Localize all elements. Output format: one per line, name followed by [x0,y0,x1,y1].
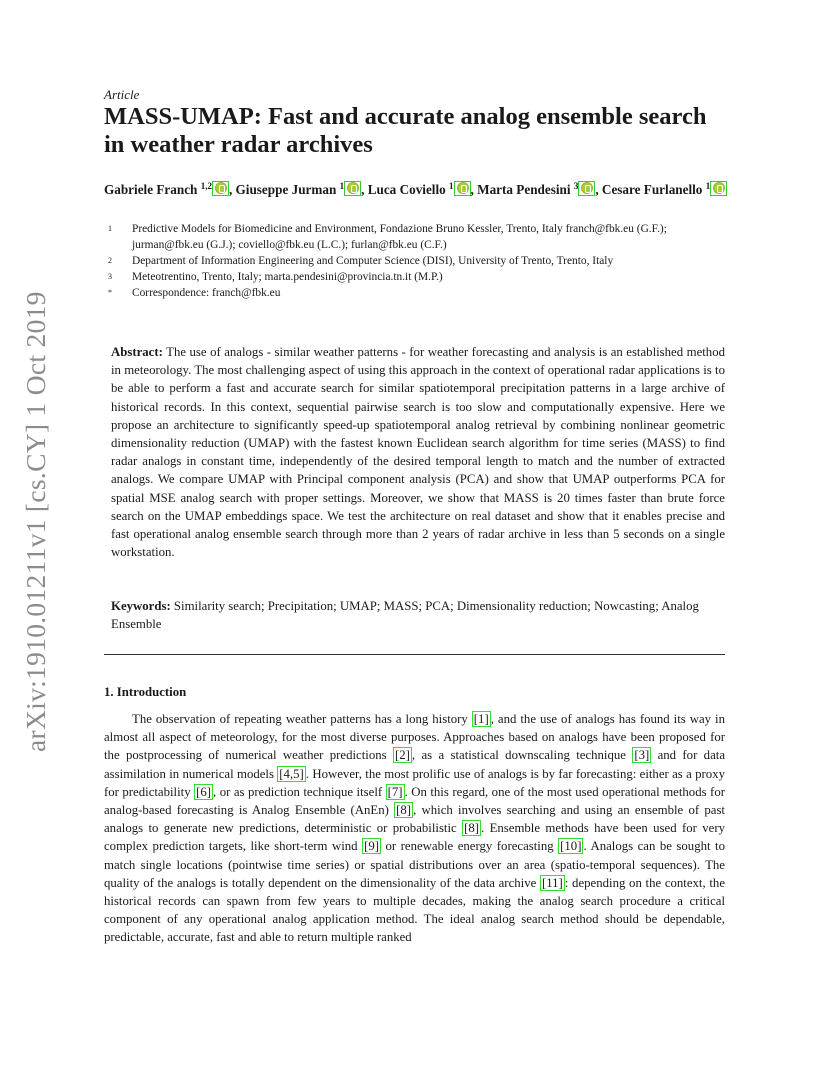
intro-text: . Analogs can be sought to match single locations (pointwise time series) or spatial distributions over an area (spatio-temporal sequences). The quality of the analogs is totally dependent on the dimensionality of the data archive [104,839,725,890]
intro-text: , or as prediction technique itself [213,784,386,799]
orcid-link[interactable] [344,181,361,196]
intro-text: The observation of repeating weather patterns has a long history [132,712,472,726]
author-name: Marta Pendesini [477,182,574,197]
orcid-link[interactable] [454,181,471,196]
intro-text: . On this regard, one of the most used operational methods for analog-based forecasting is Analog Ensemble (AnEn) [104,784,725,818]
introduction-paragraph [104,710,725,947]
citation-link[interactable]: [4,5] [279,766,304,781]
author-affiliation-sup: 1 [339,181,345,191]
author-name: Giuseppe Jurman [235,182,340,197]
affiliation-number: * [108,288,112,297]
intro-text: , and the use of analogs has found its way in almost all aspect of meteorology, for the most diverse purposes. Approaches based on analogs have been proposed for the postprocessing of numerical weather predictions [104,712,725,763]
intro-text: , as a statistical downscaling technique [411,748,633,763]
citation-link[interactable]: [2] [394,748,410,763]
affiliation-number: 3 [108,272,112,281]
abstract [111,343,725,561]
orcid-link[interactable] [212,181,229,196]
affiliation-text: Department of Information Engineering and Computer Science (DISI), University of Trento, Trento, Italy [132,255,614,267]
author-affiliation-sup: 1 [449,181,454,191]
citation-link[interactable]: [1] [473,712,489,726]
affiliation-text: Meteotrentino, Trento, Italy; marta.pendesini@provincia.tn.it (M.P.) [132,271,443,283]
orcid-icon [457,182,469,194]
affiliation-text: Correspondence: franch@fbk.eu [132,287,281,299]
orcid-icon [713,182,725,194]
citation-link[interactable]: [9] [364,839,379,854]
citation-link[interactable]: [10] [560,839,582,854]
abstract-text: The use of analogs - similar weather patterns - for weather forecasting and analysis is an established method in meteorology. The most challenging aspect of using this approach in the context of operational radar applications is to be able to perform a fast and accurate search for similar spatiotemporal precipitation patterns in a large archive of historical records. In this context, sequential pairwise search is too slow and computationally expensive. Here we propose an architecture to significantly speed-up spatiotemporal analog retrieval by combining nonlinear geometric dimensionality reduction (UMAP) with the fastest known Euclidean search algorithm for time series (MASS) to find radar analogs in constant time, independently of the desired temporal length to match and the number of extracted analogs. We compare UMAP with Principal component analysis (PCA) and show that UMAP outperforms PCA for spatial MSE analog search with proper settings. Moreover, we show that MASS is 20 times faster than brute force search on the UMAP embeddings space. We test the architecture on real dataset and show that it enables precise and fast operational analog ensemble search through more than 2 years of radar archive in less than 5 seconds on a single workstation. [111,345,726,560]
citation-link[interactable]: [8] [464,821,480,836]
orcid-link[interactable] [710,181,727,196]
author-name: Gabriele Franch [104,182,201,197]
orcid-icon [215,182,227,194]
orcid-icon [581,182,593,194]
orcid-icon [347,182,359,194]
affiliations [108,221,728,301]
intro-text: , which involves searching and using an ensemble of past analogs to generate new predictions, deterministic or probabilistic [104,803,725,836]
citation-link[interactable]: [7] [387,784,403,799]
keywords [111,597,725,633]
abstract-label: Abstract: [111,345,163,359]
section-heading-introduction: 1. Introduction [104,685,187,699]
citation-link[interactable]: [11] [541,875,563,890]
intro-text: and for data assimilation in numerical models [104,748,725,781]
section-divider [104,654,725,655]
affiliation-number: 1 [108,224,112,233]
keywords-label: Keywords: [111,599,171,613]
affiliation-item [108,253,728,269]
intro-text: . However, the most prolific use of analogs is by far forecasting: either as a proxy for predictability [104,766,725,799]
author-affiliation-sup: 1 [705,181,711,191]
author-name: Luca Coviello [367,182,450,197]
intro-text: : depending on the context, the historical records can spawn from few years to multiple decades, making the analog search procedure a critical component of any operational analog application method. The ideal analog search method should be dependable, predictable, accurate, fast and able to return multiple ranked [104,875,725,945]
intro-text: or renewable energy forecasting [381,839,559,854]
affiliation-item [108,285,728,301]
author-affiliation-sup: 3 [573,181,579,191]
author-separator: , [595,182,602,197]
citation-link[interactable]: [6] [196,784,212,799]
affiliation-item [108,269,728,285]
citation-link[interactable]: [3] [634,748,650,763]
keywords-text: Similarity search; Precipitation; UMAP; MASS; PCA; Dimensionality reduction; Nowcasting; Analog Ensemble [111,599,699,631]
affiliation-item [108,221,728,253]
author-separator: , [470,182,478,197]
author-separator: , [361,182,368,197]
affiliation-number: 2 [108,256,112,265]
author-list [104,178,729,198]
affiliation-text: Predictive Models for Biomedicine and Environment, Fondazione Bruno Kessler, Trento, Italy franch@fbk.eu (G.F.); jurman@fbk.eu (G.J.); coviello@fbk.eu (L.C.); furlan@fbk.eu (C.F.) [132,223,667,251]
author-name: Cesare Furlanello [601,182,706,197]
intro-text: . Ensemble methods have been used for very complex prediction targets, like short-term wind [104,821,725,854]
paper-title: MASS-UMAP: Fast and accurate analog ensemble search in weather radar archives [104,103,707,158]
citation-link[interactable]: [8] [396,803,412,818]
orcid-link[interactable] [578,181,595,196]
article-type-label: Article [104,87,140,102]
arxiv-identifier-stamp: arXiv:1910.01211v1 [cs.CY] 1 Oct 2019 [20,291,51,752]
author-affiliation-sup: 1,2 [200,181,212,191]
author-separator: , [228,182,236,197]
